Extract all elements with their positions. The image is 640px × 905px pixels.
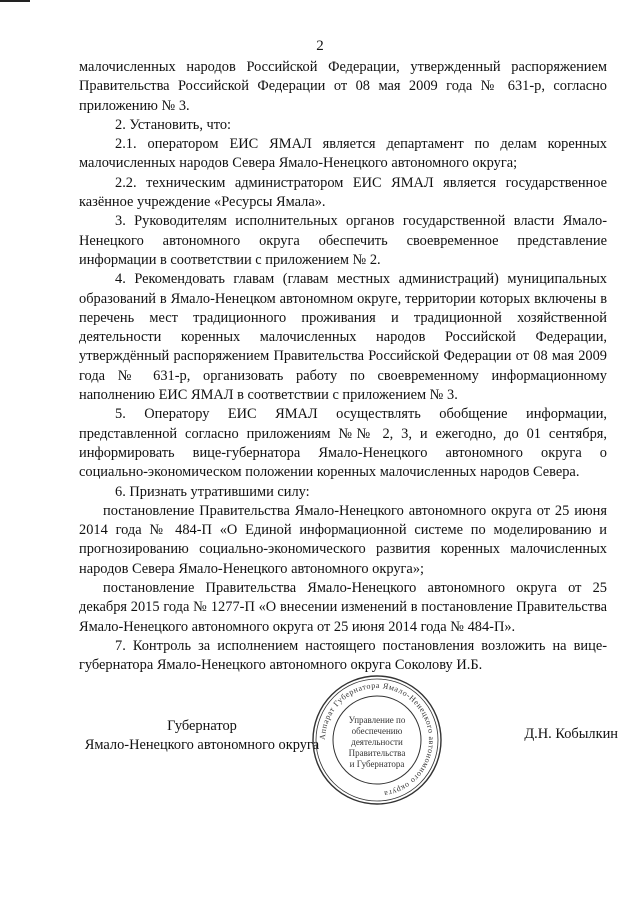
document-body [79,58,607,676]
seal-inner-line-4: Правительства [348,748,406,758]
signatory-title [82,717,322,755]
signatory-title-line1: Губернатор [167,718,237,734]
paragraph-item-3: 3. Руководителям исполнительных органов государственной власти Ямало-Ненецкого автономного округа обеспечить своевременное представление информации в соответствии с приложением № 2. [79,213,607,268]
paragraph-repealed-1: постановление Правительства Ямало-Ненецкого автономного округа от 25 июня 2014 года № 484-П «О Единой информационной системе по моделированию и прогнозированию социально-экономического развития коренных малочисленных народов Севера Ямало-Ненецкого автономного округа»; [79,502,607,577]
paragraph-item-2-1: 2.1. оператором ЕИС ЯМАЛ является департамент по делам коренных малочисленных народов Севера Ямало-Ненецкого автономного округа; [79,136,607,172]
seal-inner-line-2: обеспечению [351,726,403,736]
paragraph-item-2: 2. Установить, что: [115,116,232,133]
paragraph-continuation: малочисленных народов Российской Федерации, утвержденный распоряжением Правительства Российской Федерации от 08 мая 2009 года № 631-р, согласно приложению № 3. [79,59,607,114]
page-number: 2 [316,38,324,54]
signatory-title-line2: Ямало-Ненецкого автономного округа [84,737,320,753]
seal-inner-line-3: деятельности [351,737,403,747]
seal-ring-text: Аппарат Губернатора Ямало-Ненецкого автономного округа [317,680,437,799]
paragraph-repealed-2: постановление Правительства Ямало-Ненецкого автономного округа от 25 декабря 2015 года № 1277-П «О внесении изменений в постановление Правительства Ямало-Ненецкого автономного округа от 25 июня 2014 года № 484-П». [79,580,607,635]
paragraph-item-5: 5. Оператору ЕИС ЯМАЛ осуществлять обобщение информации, представленной согласно приложениям №№ 2, 3, и ежегодно, до 01 сентября, информировать вице-губернатора Ямало-Ненецкого автономного округа о социально-экономическом положении коренных малочисленных народов Севера. [79,406,607,481]
paragraph-item-2-2: 2.2. техническим администратором ЕИС ЯМАЛ является государственное казённое учреждение «Ресурсы Ямала». [79,174,607,211]
paragraph-item-7: 7. Контроль за исполнением настоящего постановления возложить на вице-губернатора Ямало-Ненецкого автономного округа Соколову И.Б. [79,637,607,674]
paragraph-item-6: 6. Признать утратившими силу: [115,483,310,500]
seal-inner-line-1: Управление по [348,715,406,725]
paragraph-item-4: 4. Рекомендовать главам (главам местных администраций) муниципальных образований в Ямало-Ненецком автономном округе, территории которых включены в перечень мест традиционного проживания и традиционной хозяйственной деятельности коренных малочисленных народов Российской Федерации, утверждённый распоряжением Правительства Российской Федерации от 08 мая 2009 года № 631-р, организовать работу по своевременному информационному наполнению ЕИС ЯМАЛ в соответствии с приложением № 3. [79,271,607,404]
signatory-name: Д.Н. Кобылкин [524,726,618,742]
corner-mark [0,0,30,2]
official-seal [310,673,444,807]
seal-inner-line-5: и Губернатора [349,759,405,769]
signature-block [0,680,640,799]
